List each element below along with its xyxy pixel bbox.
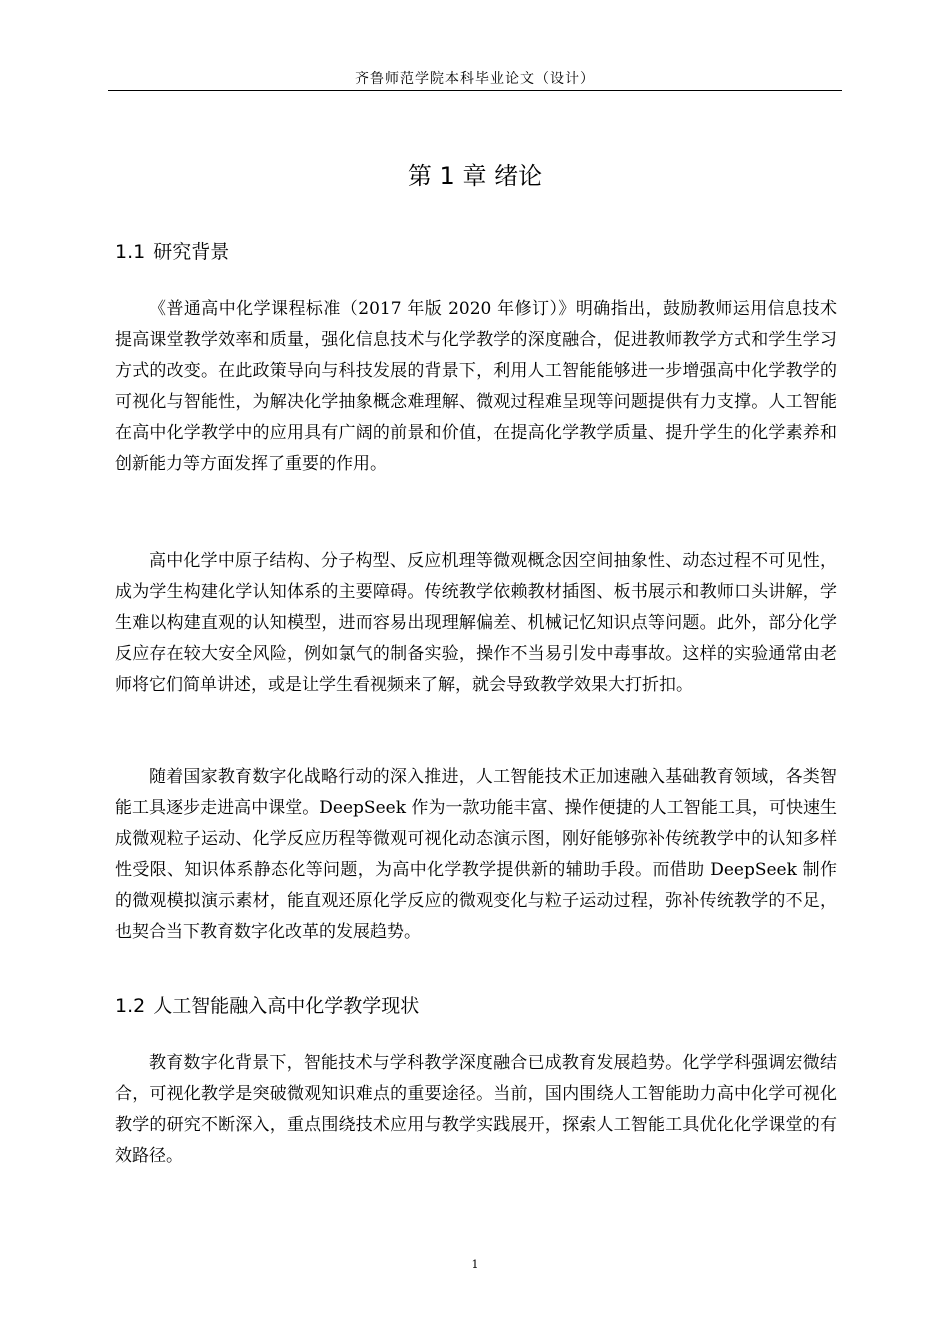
body-paragraph: 教育数字化背景下，智能技术与学科教学深度融合已成教育发展趋势。化学学科强调宏微结合，可视化教学是突破微观知识难点的重要途径。当前，国内围绕人工智能助力高中化学可视化教学的研究不断深入，重点围绕技术应用与教学实践展开，探索人工智能工具优化化学课堂的有效路径。 (115, 1053, 837, 1166)
page-number: 1 (471, 1258, 479, 1271)
chapter-title: 第 1 章 绪论 (407, 162, 543, 190)
body-paragraph: 随着国家教育数字化战略行动的深入推进，人工智能技术正加速融入基础教育领域，各类智能工具逐步走进高中课堂。DeepSeek 作为一款功能丰富、操作便捷的人工智能工具，可快速生成微观粒子运动、化学反应历程等微观可视化动态演示图，刚好能够弥补传统教学中的认知多样性受限、知识体系静态化等问题，为高中化学教学提供新的辅助手段。而借助 DeepSeek 制作的微观模拟演示素材，能直观还原化学反应的微观变化与粒子运动过程，弥补传统教学的不足，也契合当下教育数字化改革的发展趋势。 (115, 767, 837, 942)
section-heading-1-1 (115, 238, 229, 266)
section-number: 1.1 (115, 241, 146, 263)
header-rule (108, 90, 842, 91)
body-paragraph: 高中化学中原子结构、分子构型、反应机理等微观概念因空间抽象性、动态过程不可见性，成为学生构建化学认知体系的主要障碍。传统教学依赖教材插图、板书展示和教师口头讲解，学生难以构建直观的认知模型，进而容易出现理解偏差、机械记忆知识点等问题。此外，部分化学反应存在较大安全风险，例如氯气的制备实验，操作不当易引发中毒事故。这样的实验通常由老师将它们简单讲述，或是让学生看视频来了解，就会导致教学效果大打折扣。 (115, 551, 837, 695)
section-title-text: 研究背景 (153, 241, 230, 263)
section-title-text: 人工智能融入高中化学教学现状 (153, 995, 420, 1017)
body-paragraph: 《普通高中化学课程标准（2017 年版 2020 年修订）》明确指出，鼓励教师运用信息技术提高课堂教学效率和质量，强化信息技术与化学教学的深度融合，促进教师教学方式和学生学习方式的改变。在此政策导向与科技发展的背景下，利用人工智能能够进一步增强高中化学教学的可视化与智能性，为解决化学抽象概念难理解、微观过程难呈现等问题提供有力支撑。人工智能在高中化学教学中的应用具有广阔的前景和价值，在提高化学教学质量、提升学生的化学素养和创新能力等方面发挥了重要的作用。 (115, 299, 837, 474)
section-heading-1-2 (115, 992, 419, 1020)
section-number: 1.2 (115, 995, 146, 1017)
running-header: 齐鲁师范学院本科毕业论文（设计） (355, 71, 595, 87)
